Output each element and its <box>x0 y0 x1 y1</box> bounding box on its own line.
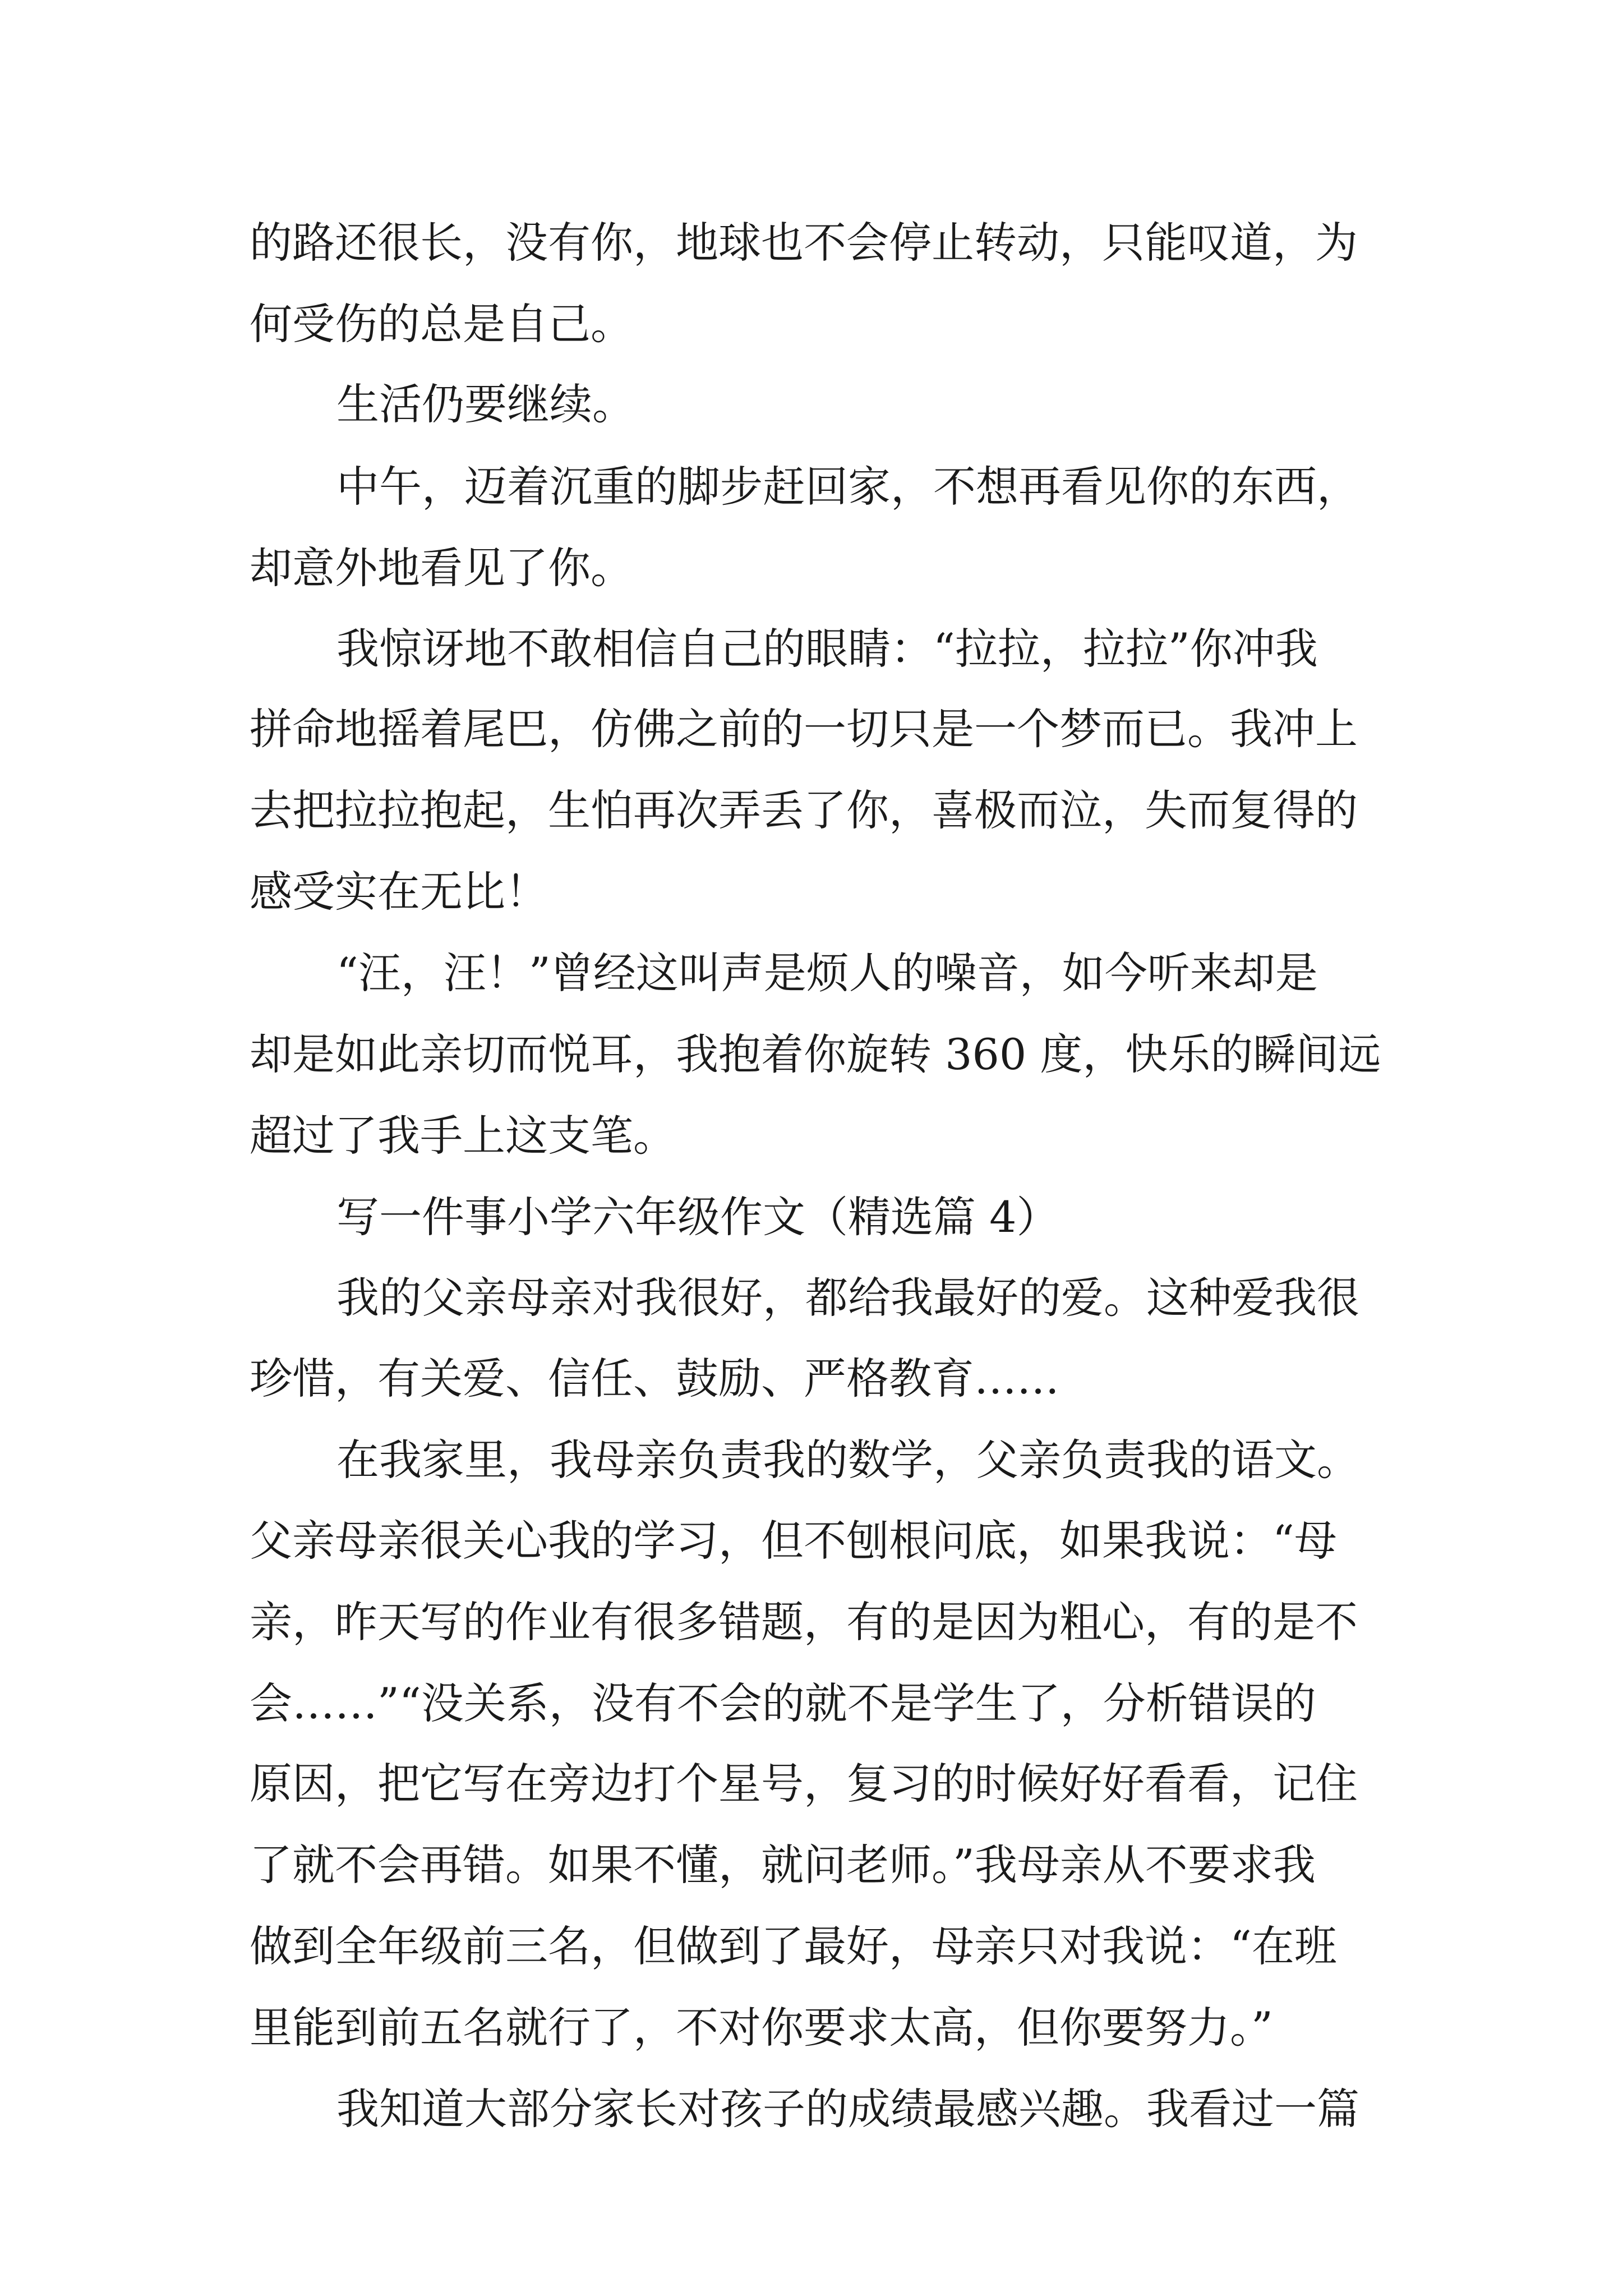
text-line: 去把拉拉抱起，生怕再次弄丢了你，喜极而泣，失而复得的 <box>250 785 1358 835</box>
text-line: 拼命地摇着尾巴，仿佛之前的一切只是一个梦而已。我冲上 <box>250 704 1358 754</box>
text-line: 原因，把它写在旁边打个星号，复习的时候好好看看，记住 <box>250 1759 1358 1809</box>
text-line: “汪，汪！”曾经这叫声是烦人的噪音，如今听来却是 <box>336 948 1318 998</box>
text-line: 却意外地看见了你。 <box>250 543 633 593</box>
text-line: 在我家里，我母亲负责我的数学，父亲负责我的语文。 <box>336 1435 1359 1485</box>
section-heading: 写一件事小学六年级作文（精选篇 4） <box>336 1192 1059 1242</box>
text-line: 的路还很长，没有你，地球也不会停止转动，只能叹道，为 <box>250 218 1358 268</box>
text-line: 中午，迈着沉重的脚步赶回家，不想再看见你的东西， <box>336 462 1359 512</box>
text-line: 何受伤的总是自己。 <box>250 299 633 349</box>
text-line: 里能到前五名就行了，不对你要求太高，但你要努力。” <box>250 2003 1273 2053</box>
text-line: 生活仍要继续。 <box>336 379 635 429</box>
text-line: 了就不会再错。如果不懂，就问老师。”我母亲从不要求我 <box>250 1840 1316 1890</box>
text-line: 会……”“没关系，没有不会的就不是学生了，分析错误的 <box>250 1678 1316 1728</box>
text-line: 做到全年级前三名，但做到了最好，母亲只对我说：“在班 <box>250 1921 1337 1971</box>
text-line: 我知道大部分家长对孩子的成绩最感兴趣。我看过一篇 <box>336 2084 1359 2134</box>
text-line: 珍惜，有关爱、信任、鼓励、严格教育…… <box>250 1354 1059 1404</box>
text-line: 亲，昨天写的作业有很多错题，有的是因为粗心，有的是不 <box>250 1597 1358 1647</box>
text-line: 我的父亲母亲对我很好，都给我最好的爱。这种爱我很 <box>336 1273 1359 1323</box>
text-line: 却是如此亲切而悦耳，我抱着你旋转 360 度，快乐的瞬间远 <box>250 1029 1381 1079</box>
text-line: 感受实在无比！ <box>250 867 548 917</box>
text-line: 超过了我手上这支笔。 <box>250 1111 676 1161</box>
text-line: 父亲母亲很关心我的学习，但不刨根问底，如果我说：“母 <box>250 1516 1337 1566</box>
text-line: 我惊讶地不敢相信自己的眼睛：“拉拉，拉拉”你冲我 <box>336 624 1318 674</box>
